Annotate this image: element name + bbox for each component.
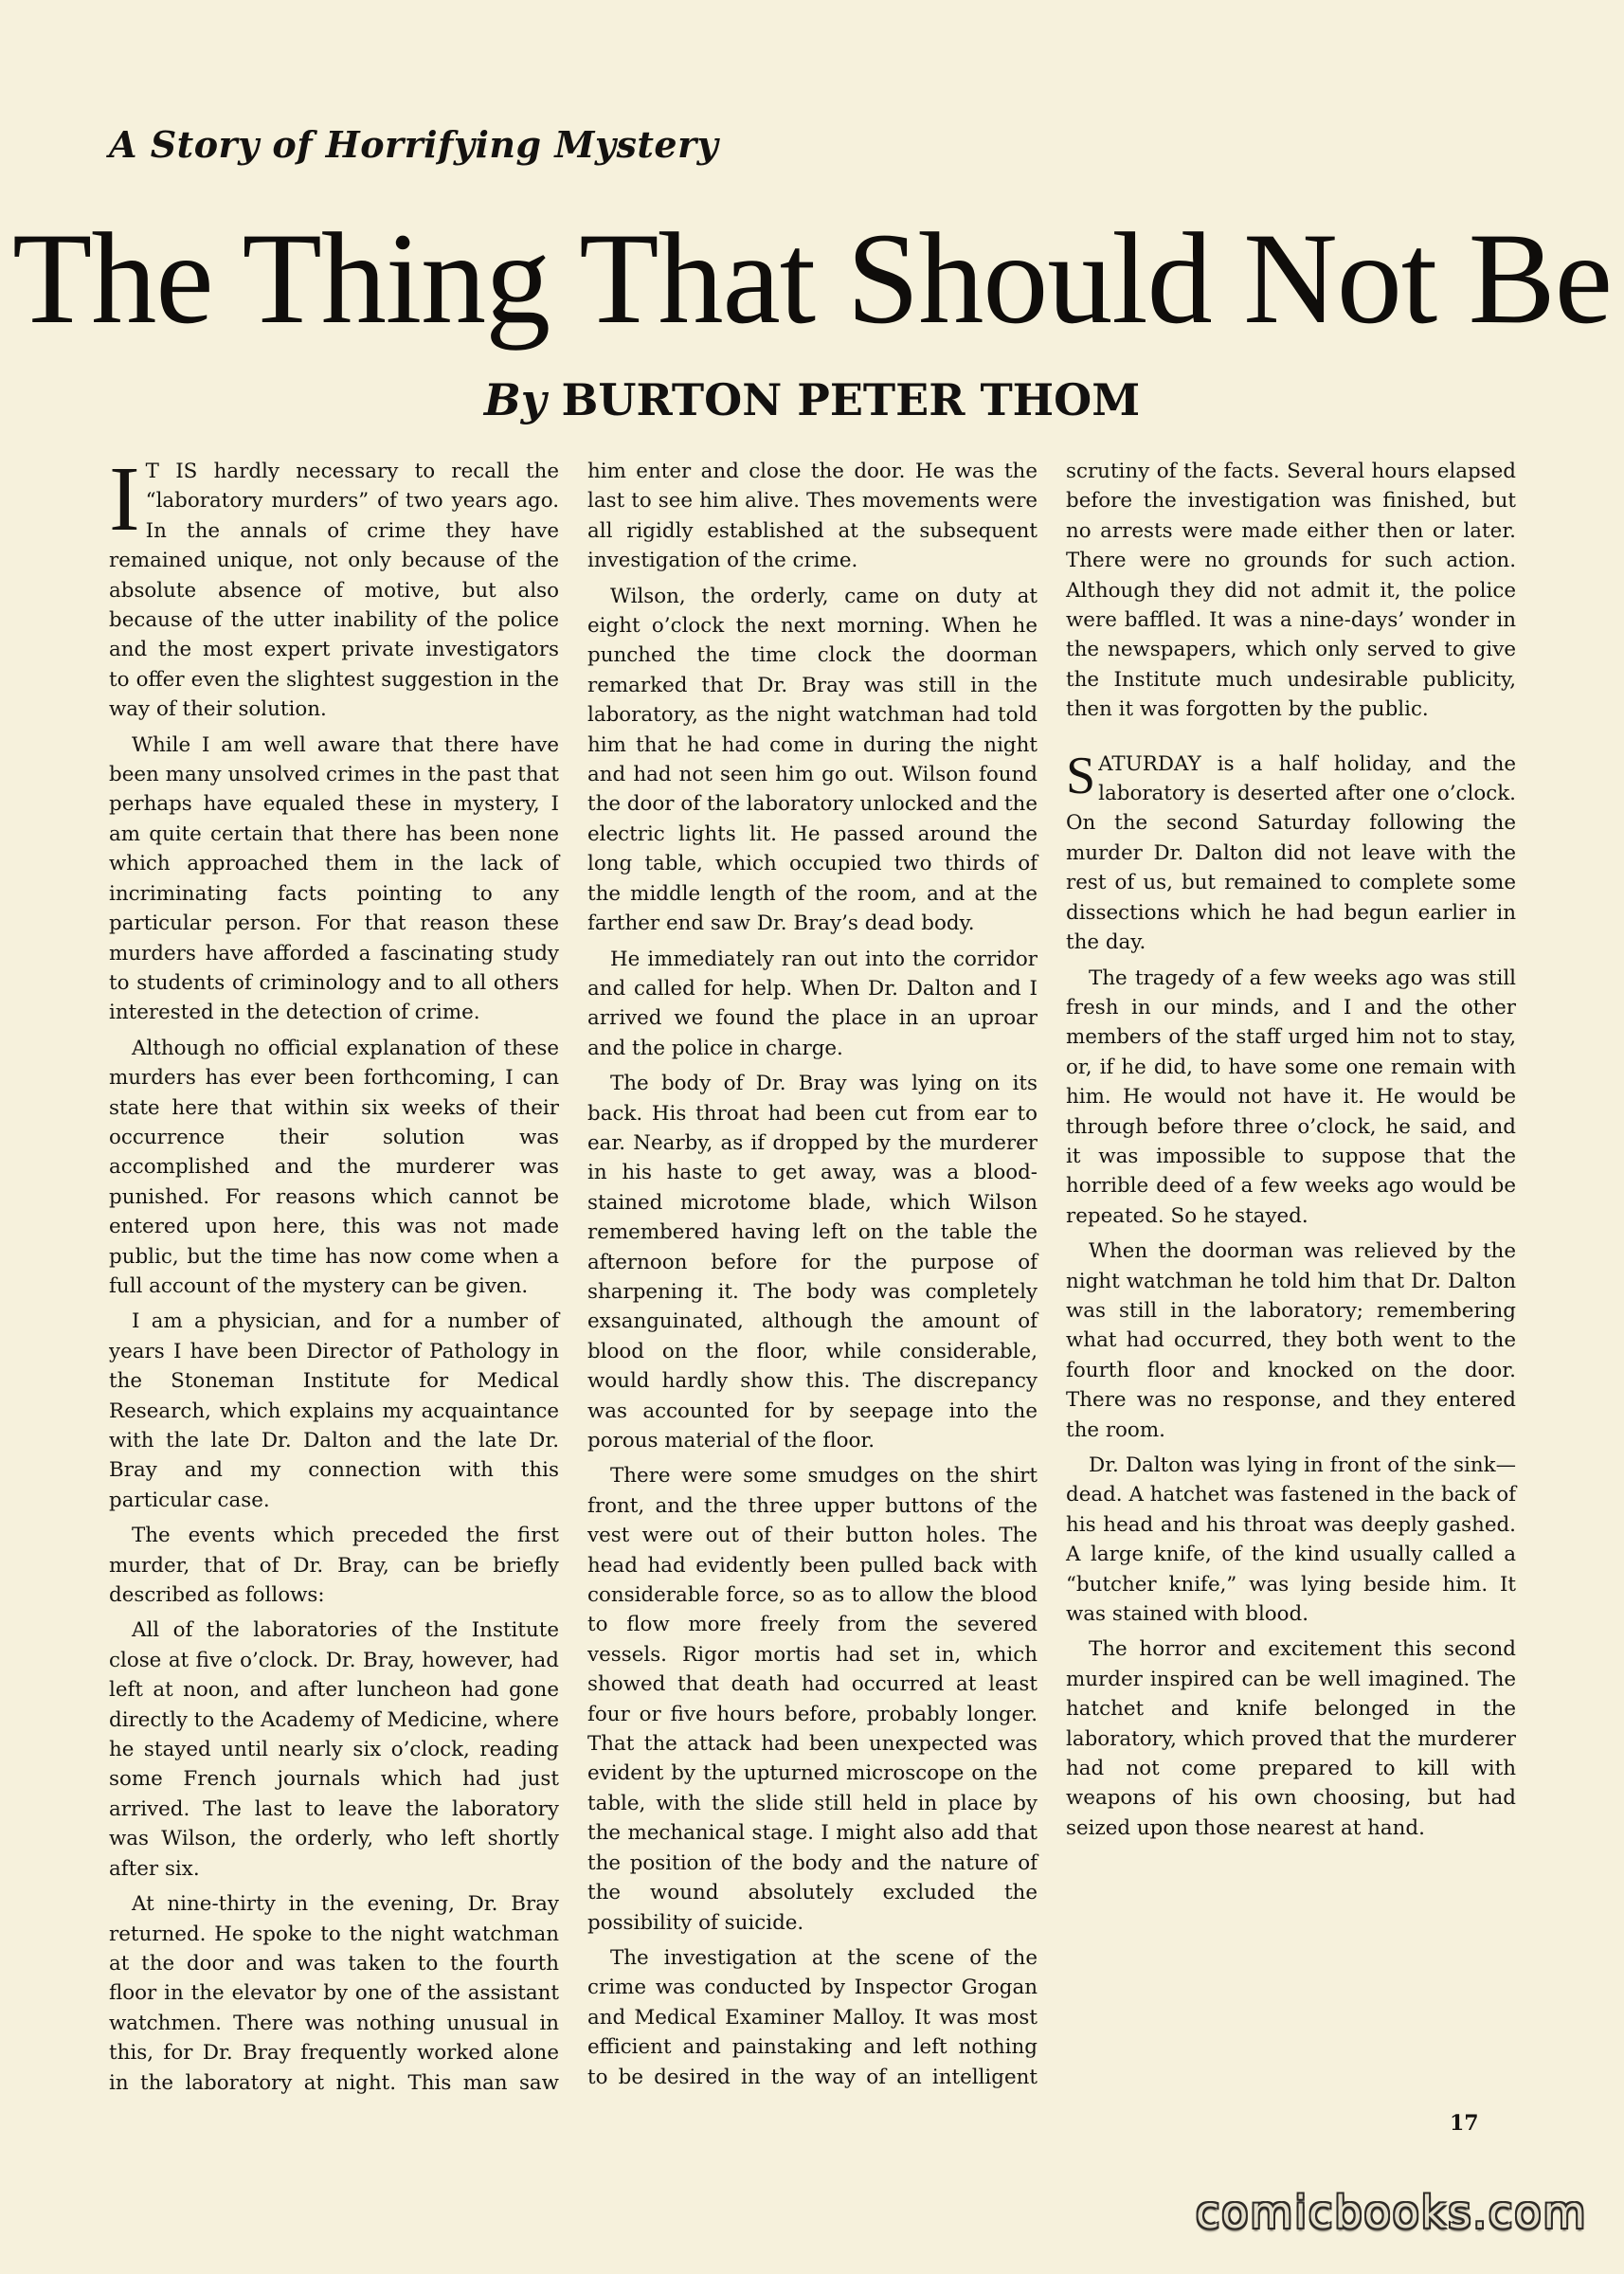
- story-kicker: A Story of Horrifying Mystery: [109, 123, 719, 166]
- paragraph: The tragedy of a few weeks ago was still fresh in our minds, and I and the other members of the staff urged him not to stay, or, if he did, to have some one remain with him. He would not have it. He would be through before three o’clock, he said, and it was impossible to suppose that the horrible deed of a few weeks ago would be repeated. So he stayed.: [1066, 966, 1516, 1228]
- paragraph: Dr. Dalton was lying in front of the sink—dead. A hatchet was fastened in the back of his head and his throat was deeply gashed. A large knife, of the kind usually called a “butcher knife,” was lying beside him. It was stained with blood.: [1066, 1453, 1516, 1627]
- page-number: 17: [1450, 2111, 1479, 2136]
- paragraph: The body of Dr. Bray was lying on its back. His throat had been cut from ear to ear. Nearby, as if dropped by the murderer in his haste to get away, was a blood-stained microtome blade, which Wilson remembered having left on the table the afternoon before for the purpose of sharpening it. The body was completely exsanguinated, although the amount of blood on the floor, while considerable, would hardly show this. The discrepancy was accounted for by seepage into the porous material of the floor.: [587, 1072, 1038, 1453]
- paragraph: All of the laboratories of the Institute close at five o’clock. Dr. Bray, however, had left at noon, and after luncheon had gone directly to the Academy of Medicine, where he stayed until nearly six o’clock, reading some French journals which had just arrived. The last to leave the laboratory was Wilson, the orderly, who left shortly after six.: [109, 1618, 559, 1881]
- paragraph: The horror and excitement this second murder inspired can be well imagined. The hatchet and knife belonged in the laboratory, which proved that the murderer had not come prepared to kill with weapons of his own choosing, but had seized upon those nearest at hand.: [1066, 1637, 1516, 1840]
- paragraph: There were some smudges on the shirt front, and the three upper buttons of the vest were out of their button holes. The head had evidently been pulled back with considerable force, so as to allow the blood to flow more freely from the severed vessels. Rigor mortis had set in, which showed that death had occurred at least four or five hours before, probably longer. That the attack had been unexpected was evident by the upturned microscope on the table, with the slide still held in place by the mechanical stage. I might also add that the position of the body and the nature of the wound absolutely excluded the possibility of suicide.: [587, 1464, 1038, 1935]
- paragraph: [109, 448, 559, 725]
- author-name: BURTON PETER THOM: [561, 374, 1141, 425]
- paragraph-text: T IS hardly necessary to recall the “laboratory murders” of two years ago. In the annals of crime they have remained unique, not only because of the absolute absence of motive, but also because of the utter inability of the police and the most expert private investigators to offer even the slightest suggestion in the way of their solution.: [109, 460, 559, 722]
- paragraph: At nine-thirty in the evening, Dr. Bray returned. He spoke to the night watchman at the door and was taken to the fourth floor in the elevator by one of the assistant watchmen. There was nothing unusual in this, for Dr. Bray frequently worked alone in the laboratory at night. This man saw him enter and close the door. He was the last to see him alive. Thes movements were all rigidly established at the subsequent investigation of the crime.: [109, 460, 1038, 2095]
- paragraph: I am a physician, and for a number of years I have been Director of Pathology in the Stoneman Institute for Medical Research, which explains my acquaintance with the late Dr. Dalton and the late Dr. Bray and my connection with this particular case.: [109, 1309, 559, 1512]
- story-title: The Thing That Should Not Be: [12, 206, 1612, 351]
- byline-prefix: By: [483, 374, 547, 425]
- paragraph: He immediately ran out into the corridor and called for help. When Dr. Dalton and I arrived we found the place in an uproar and the police in charge.: [587, 947, 1038, 1060]
- paragraph: While I am well aware that there have been many unsolved crimes in the past that perhaps have equaled these in mystery, I am quite certain that there has been none which approached them in the lack of incriminating facts pointing to any particular person. For that reason these murders have afforded a fascinating study to students of criminology and to all others interested in the detection of crime.: [109, 732, 559, 1025]
- paragraph-text: ATURDAY is a half holiday, and the laboratory is deserted after one o’clock. On the second Saturday following the murder Dr. Dalton did not leave with the rest of us, but remained to complete some dissections which he had begun earlier in the day.: [1066, 751, 1516, 955]
- byline: [0, 374, 1624, 425]
- drop-cap: I: [109, 448, 140, 550]
- paragraph: Wilson, the orderly, came on duty at eight o’clock the next morning. When he punched the time clock the doorman remarked that Dr. Bray was still in the laboratory, as the night watchman had told him that he had come in during the night and had not seen him go out. Wilson found the door of the laboratory unlocked and the electric lights lit. He passed around the long table, which occupied two thirds of the middle length of the room, and at the farther end saw Dr. Bray’s dead body.: [587, 584, 1038, 936]
- paragraph: Although no official explanation of these murders has ever been forthcoming, I can state here that within six weeks of their occurrence their solution was accomplished and the murderer was punished. For reasons which cannot be entered upon here, this was not made public, but the time has now come when a full account of the mystery can be given.: [109, 1036, 559, 1298]
- site-watermark: comicbooks.com: [1196, 2187, 1588, 2238]
- paragraph: The events which preceded the first murder, that of Dr. Bray, can be briefly described as follows:: [109, 1524, 559, 1608]
- article-body: [109, 448, 1516, 2105]
- section-opening-paragraph: [1066, 746, 1516, 958]
- paragraph: The investigation at the scene of the crime was conducted by Inspector Grogan and Medical Examiner Malloy. It was most efficient and painstaking and left nothing to be desired in the way of an intelligent scrutiny of the facts. Several hours elapsed before the investigation was finished, but no arrests were made either then or later. There were no grounds for such action. Although they did not admit it, the police were baffled. It was a nine-days’ wonder in the newspapers, which only served to give the Institute much undesirable publicity, then it was forgotten by the public.: [587, 460, 1516, 2089]
- paragraph: When the doorman was relieved by the night watchman he told him that Dr. Dalton was still in the laboratory; remembering what had occurred, they both went to the fourth floor and knocked on the door. There was no response, and they entered the room.: [1066, 1239, 1516, 1442]
- section-initial: S: [1066, 746, 1096, 805]
